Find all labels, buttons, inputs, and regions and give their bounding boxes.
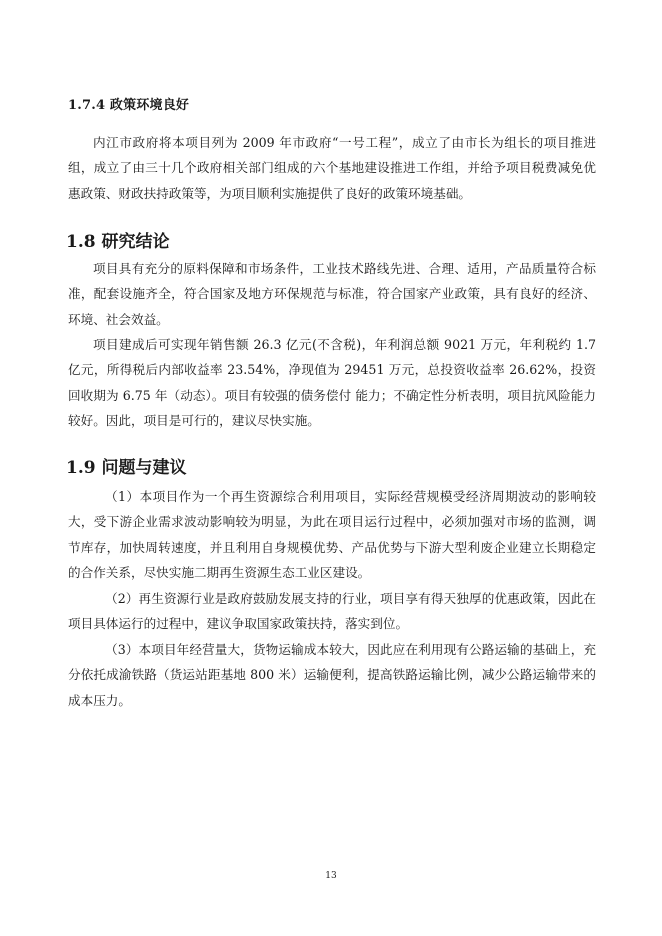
issue-paragraph-3: （3）本项目年经营量大，货物运输成本较大，因此应在利用现有公路运输的基础上，充分依托成渝铁路（货运站距基地 800 米）运输便利，提高铁路运输比例，减少公路运输带来的成本压力。 [68, 642, 596, 708]
section-heading-1-7-4: 1.7.4 政策环境良好 [68, 98, 190, 113]
conclusion-paragraph-1: 项目具有充分的原料保障和市场条件，工业技术路线先进、合理、适用，产品质量符合标准，配套设施齐全，符合国家及地方环保规范与标准，符合国家产业政策，具有良好的经济、环境、社会效益。 [68, 261, 596, 327]
page-number: 13 [325, 871, 337, 881]
section-heading-1-9: 1.9 问题与建议 [66, 458, 187, 478]
conclusion-paragraph-2: 项目建成后可实现年销售额 26.3 亿元(不含税)，年利润总额 9021 万元，年利税约 1.7 亿元，所得税后内部收益率 23.54%，净现值为 29451 万元，总投资收益率 26.62%，投资回收期为 6.75 年（动态）。项目有较强的债务偿付 能力；不确定性分析表明，项目抗风险能力较好。因此，项目是可行的，建议尽快实施。 [68, 337, 596, 429]
issue-paragraph-1: （1）本项目作为一个再生资源综合利用项目，实际经营规模受经济周期波动的影响较大，受下游企业需求波动影响较为明显，为此在项目运行过程中，必须加强对市场的监测，调节库存，加快周转速度，并且利用自身规模优势、产品优势与下游大型利废企业建立长期稳定的合作关系，尽快实施二期再生资源生态工业区建设。 [68, 489, 596, 581]
policy-environment-paragraph: 内江市政府将本项目列为 2009 年市政府“一号工程”，成立了由市长为组长的项目推进组，成立了由三十几个政府相关部门组成的六个基地建设推进工作组，并给予项目税费减免优惠政策、财政扶持政策等，为项目顺利实施提供了良好的政策环境基础。 [68, 135, 596, 201]
section-heading-1-8: 1.8 研究结论 [66, 232, 170, 252]
issue-paragraph-2: （2）再生资源行业是政府鼓励发展支持的行业，项目享有得天独厚的优惠政策，因此在项目具体运行的过程中，建议争取国家政策扶持，落实到位。 [68, 591, 596, 632]
